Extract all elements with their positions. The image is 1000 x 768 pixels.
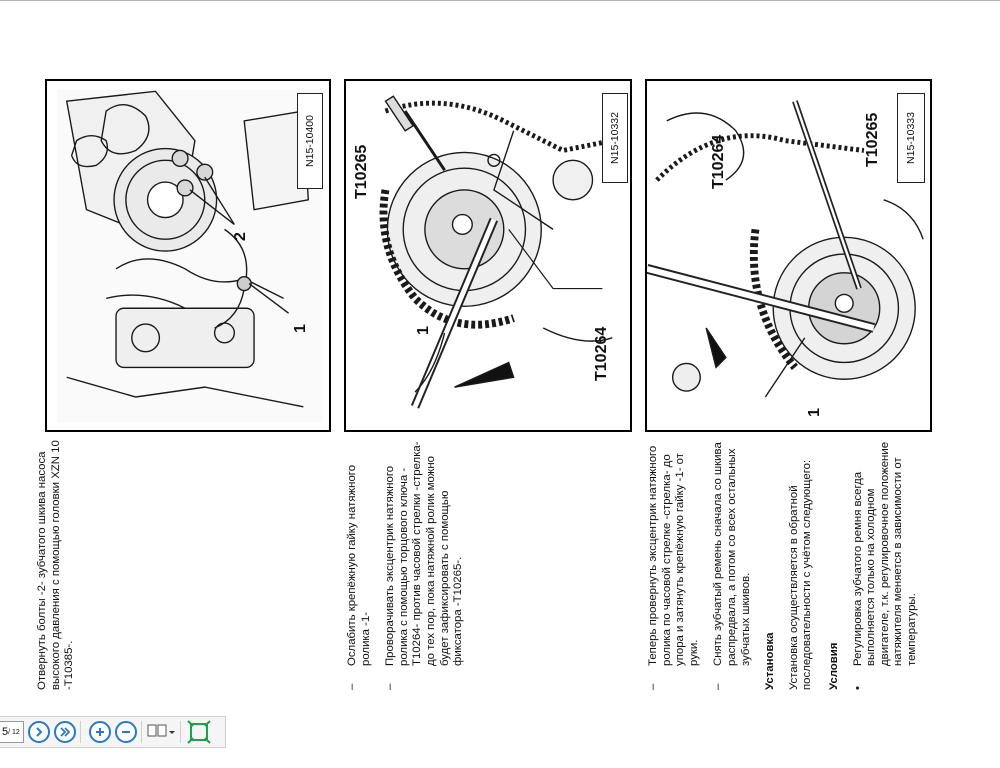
figure-ref: N15-10332 <box>609 112 621 164</box>
current-page: 5 <box>2 726 9 738</box>
instruction-item <box>346 440 373 690</box>
callout-t10265: T10265 <box>864 112 881 167</box>
item-marker: – <box>712 683 725 690</box>
figure-1-drawing <box>47 81 329 430</box>
instruction-item <box>384 440 466 690</box>
item-marker: – <box>346 683 358 690</box>
item-text: Снять зубчатый ремень сначала со шкива распредвала, а потом со всех остальных зубчатых шкивов. <box>712 442 752 666</box>
next-page-button[interactable] <box>28 721 50 743</box>
callout-t10264: T10264 <box>593 326 610 381</box>
toolbar-separator <box>141 721 142 743</box>
instruction-item <box>647 440 701 690</box>
figure-3 <box>645 79 932 432</box>
callout-t10265: T10265 <box>353 144 370 199</box>
figure-ref-box <box>297 93 323 189</box>
figure-2 <box>344 79 632 432</box>
page-layout-button[interactable] <box>146 721 176 743</box>
zoom-out-button[interactable] <box>115 721 137 743</box>
next-page-icon <box>33 726 45 738</box>
viewer-toolbar <box>0 716 226 748</box>
toolbar-separator <box>180 721 181 743</box>
zoom-in-button[interactable] <box>89 721 111 743</box>
callout-2: 2 <box>232 232 249 241</box>
figure-ref: N15-10400 <box>304 115 316 167</box>
last-page-button[interactable] <box>54 721 76 743</box>
item-text: Регулировка зубчатого ремня всегда выполняется только на холодном двигателе, т.к. регулировочное положение натяжителя меняется в зависимости от температуры. <box>851 441 918 666</box>
item-marker: – <box>384 683 397 690</box>
figure-3-drawing <box>647 81 930 430</box>
figure-ref-box <box>602 93 628 183</box>
instruction-text: Отвернуть болты -2- зубчатого шкива насоса высокого давления с помощью головки XZN 10 -T10385-. <box>36 440 76 690</box>
page-number-field[interactable] <box>0 721 24 743</box>
zoom-in-icon <box>94 726 106 738</box>
item-text: Ослабить крепёжную гайку натяжного ролика -1- <box>346 464 372 666</box>
section-heading-conditions: Условия <box>827 642 840 690</box>
page-layout-icon <box>146 723 176 741</box>
last-page-icon <box>59 726 71 738</box>
item-marker: • <box>851 686 864 690</box>
section-heading-install: Установка <box>764 632 777 690</box>
text-column-3 <box>647 440 918 690</box>
fit-page-icon[interactable] <box>187 720 211 744</box>
text-column-1 <box>36 440 286 690</box>
page-total: / 12 <box>8 728 20 736</box>
toolbar-separator <box>80 721 81 743</box>
instruction-item <box>712 440 753 690</box>
zoom-out-icon <box>120 726 132 738</box>
item-marker: – <box>647 683 659 690</box>
figure-ref: N15-10333 <box>905 112 917 164</box>
item-text: Теперь провернуть эксцентрик натяжного ролика по часовой стрелке -стрелка- до упора и затянуть крепёжную гайку -1- от руки. <box>647 445 700 666</box>
item-text: Проворачивать эксцентрик натяжного ролика с помощью торцового ключа -T10264- против часовой стрелки -стрелка- до тех пор, пока натяжной ролик можно будет зафиксировать с помощью фиксатора -T10265-. <box>384 441 465 666</box>
callout-1: 1 <box>292 324 309 333</box>
figure-2-drawing <box>346 81 630 430</box>
top-divider <box>0 0 1000 1</box>
install-text: Установка осуществляется в обратной последовательности с учётом следующего: <box>787 459 814 690</box>
callout-1: 1 <box>806 408 823 417</box>
text-column-2 <box>346 440 596 690</box>
condition-item <box>852 440 920 690</box>
figure-1 <box>45 79 331 432</box>
callout-t10264: T10264 <box>710 134 727 189</box>
callout-1: 1 <box>415 326 432 335</box>
